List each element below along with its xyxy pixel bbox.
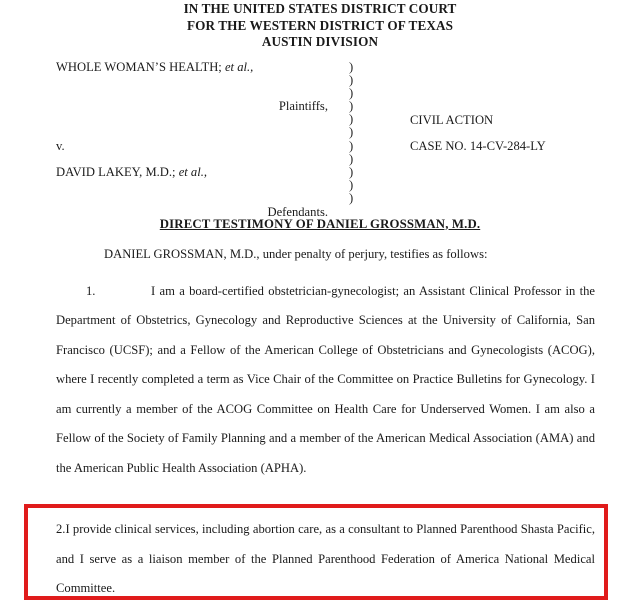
defendant-role: Defendants. xyxy=(267,204,328,219)
caption-paren: ) xyxy=(349,191,354,206)
plaintiff-party-name: WHOLE WOMAN’S HEALTH; xyxy=(56,59,222,74)
caption-spacer-6 xyxy=(56,179,328,192)
caption-paren: ) xyxy=(349,59,354,74)
caption-spacer-4 xyxy=(56,126,328,139)
plaintiff-role: Plaintiffs, xyxy=(278,99,328,114)
court-heading-line-1: IN THE UNITED STATES DISTRICT COURT xyxy=(183,1,457,16)
plaintiff-etal: et al., xyxy=(224,59,254,74)
case-number: CASE NO. 14-CV-284-LY xyxy=(410,138,546,153)
plaintiff-line xyxy=(56,61,328,74)
caption-parties xyxy=(56,61,328,219)
caption-paren: ) xyxy=(349,99,354,114)
defendant-party-name: DAVID LAKEY, M.D.; xyxy=(56,165,176,179)
defendant-line xyxy=(56,166,328,179)
versus-line: v. xyxy=(56,138,65,153)
caption-paren: ) xyxy=(349,165,354,179)
court-heading-line-2: FOR THE WESTERN DISTRICT OF TEXAS xyxy=(186,17,454,33)
caption-paren-column xyxy=(349,61,353,206)
paragraph-2-text: I provide clinical services, including abortion care, as a consultant to Planned Parenthood Shasta Pacific, and I serve as a liaison member of the Planned Parenthood Federation of America National Medical Committee. xyxy=(56,522,595,595)
document-body xyxy=(0,246,640,484)
court-heading xyxy=(0,0,640,51)
caption-spacer-1 xyxy=(56,74,328,87)
caption-paren: ) xyxy=(349,138,354,153)
defendant-etal: et al., xyxy=(178,165,208,179)
document-title: DIRECT TESTIMONY OF DANIEL GROSSMAN, M.D. xyxy=(159,216,481,231)
testimony-lead-line: DANIEL GROSSMAN, M.D., under penalty of perjury, testifies as follows: xyxy=(104,246,488,261)
caption-paren: ) xyxy=(349,151,354,166)
caption-paren: ) xyxy=(349,125,354,140)
caption-paren: ) xyxy=(349,72,354,87)
paragraph-2 xyxy=(56,515,595,604)
paragraph-1 xyxy=(56,277,595,484)
caption-spacer-3 xyxy=(56,113,328,126)
caption-case-info xyxy=(410,107,546,159)
caption-paren: ) xyxy=(349,85,354,100)
case-caption xyxy=(0,59,640,219)
caption-paren: ) xyxy=(349,112,354,127)
paragraph-1-number: 1. xyxy=(86,283,96,298)
civil-action-label: CIVIL ACTION xyxy=(410,112,494,127)
court-heading-line-3: AUSTIN DIVISION xyxy=(261,34,379,49)
paragraph-1-text: I am a board-certified obstetrician-gynecologist; an Assistant Clinical Professor in the Department of Obstetrics, Gynecology and Reproductive Sciences at the University of California, San Francisco (UCSF); and a Fellow of the American College of Obstetricians and Gynecologists (ACOG), where I recently completed a term as Vice Chair of the Committee on Practice Bulletins for Gynecology. I am currently a member of the ACOG Committee on Health Care for Underserved Women. I am also a Fellow of the Society of Family Planning and a member of the American Medical Association (AMA) and the American Public Health Association (APHA). xyxy=(56,283,595,475)
paragraph-2-number: 2. xyxy=(56,522,66,536)
caption-paren: ) xyxy=(349,178,354,193)
caption-spacer-7 xyxy=(56,192,328,205)
